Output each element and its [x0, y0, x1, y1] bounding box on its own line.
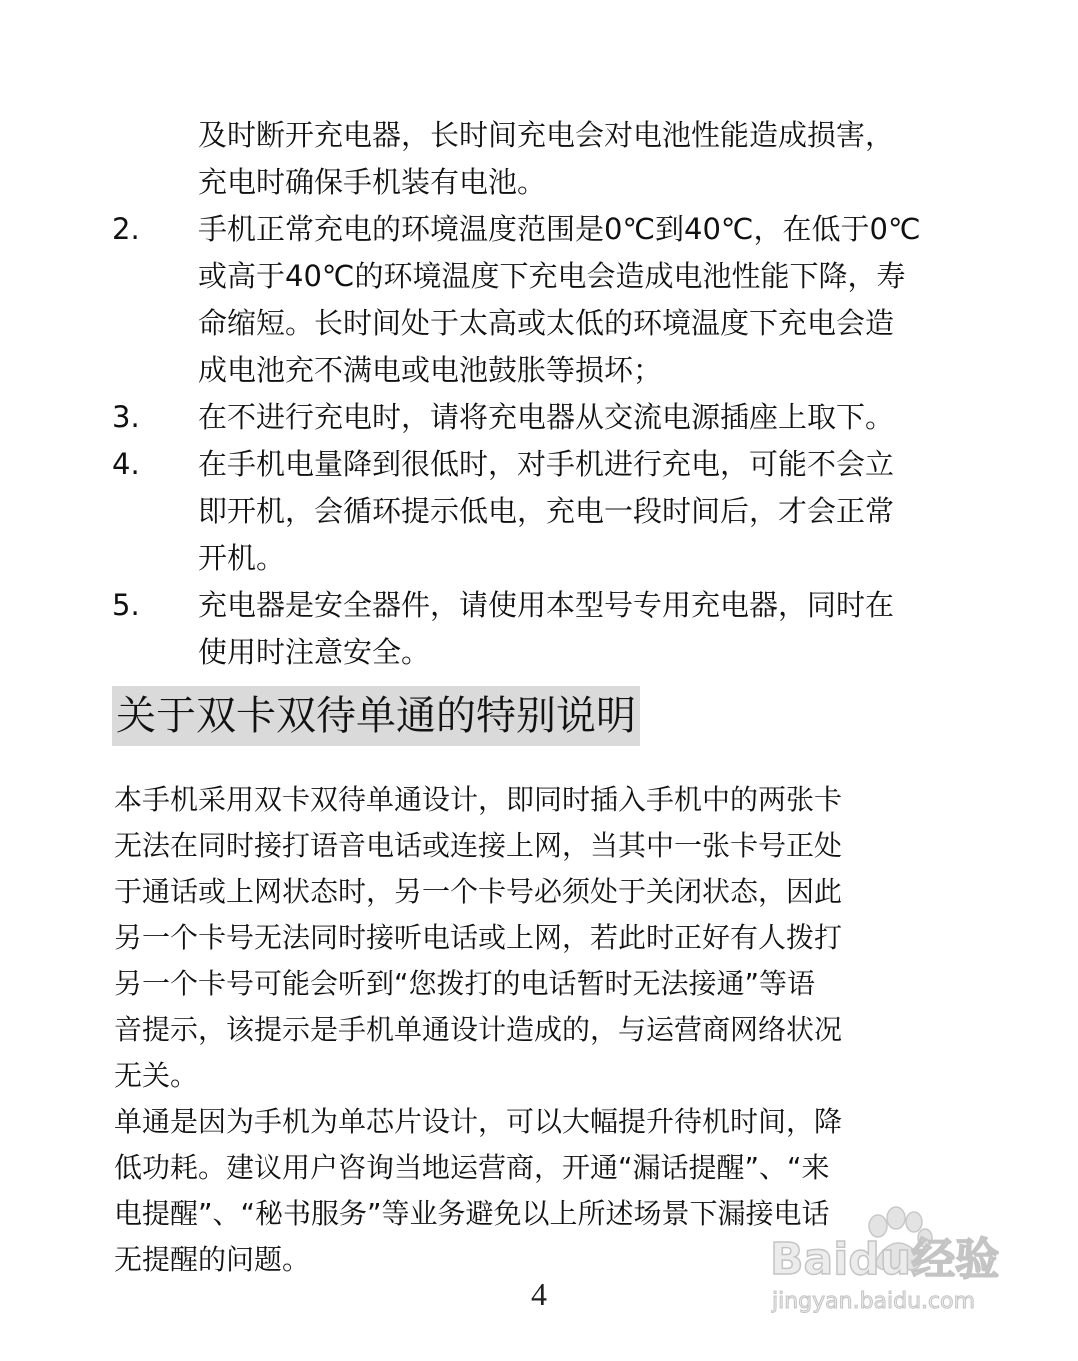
- baidu-jingyan-watermark: [760, 1196, 1020, 1321]
- list-line: [112, 394, 972, 441]
- list-text: 及时断开充电器，长时间充电会对电池性能造成损害，: [198, 118, 895, 152]
- list-number: 4.: [112, 447, 140, 481]
- list-line: [112, 159, 972, 206]
- list-text: 使用时注意安全。: [198, 635, 431, 669]
- body-line: 低功耗。建议用户咨询当地运营商，开通“漏话提醒”、“来: [114, 1151, 830, 1184]
- list-line: [112, 347, 972, 394]
- watermark-brand-text: Baidu经验: [770, 1234, 1000, 1285]
- body-line: 单通是因为手机为单芯片设计，可以大幅提升待机时间，降: [114, 1105, 843, 1138]
- list-line: [112, 488, 972, 535]
- list-text: 在不进行充电时，请将充电器从交流电源插座上取下。: [198, 400, 895, 434]
- body-line: 本手机采用双卡双待单通设计，即同时插入手机中的两张卡: [114, 783, 843, 816]
- watermark-url-text: jingyan.baidu.com: [772, 1289, 976, 1314]
- list-text: 成电池充不满电或电池鼓胀等损坏；: [198, 353, 663, 387]
- list-text: 即开机，会循环提示低电，充电一段时间后，才会正常: [198, 494, 895, 528]
- list-line: [112, 535, 972, 582]
- list-number: 2.: [112, 212, 140, 246]
- body-line: 无法在同时接打语音电话或连接上网，当其中一张卡号正处: [114, 829, 843, 862]
- body-line: 无关。: [114, 1059, 199, 1092]
- body-line: 另一个卡号可能会听到“您拨打的电话暂时无法接通”等语: [114, 967, 816, 1000]
- page-number: 4: [531, 1276, 547, 1312]
- list-number: 5.: [112, 588, 140, 622]
- list-text: 手机正常充电的环境温度范围是0℃到40℃，在低于0℃: [198, 212, 921, 246]
- body-line: 于通话或上网状态时，另一个卡号必须处于关闭状态，因此: [114, 875, 843, 908]
- body-line: 电提醒”、“秘书服务”等业务避免以上所述场景下漏接电话: [114, 1197, 830, 1230]
- list-line: [112, 206, 972, 253]
- charging-notes-list: [112, 112, 972, 676]
- list-line: [112, 441, 972, 488]
- list-text: 开机。: [198, 541, 286, 575]
- section-heading: 关于双卡双待单通的特别说明: [112, 686, 640, 746]
- body-line: 另一个卡号无法同时接听电话或上网，若此时正好有人拨打: [114, 921, 843, 954]
- body-line: 音提示，该提示是手机单通设计造成的，与运营商网络状况: [114, 1013, 843, 1046]
- list-line: [112, 112, 972, 159]
- list-line: [112, 629, 972, 676]
- list-text: 充电时确保手机装有电池。: [198, 165, 547, 199]
- list-text: 充电器是安全器件，请使用本型号专用充电器，同时在: [198, 588, 895, 622]
- body-line: 无提醒的问题。: [114, 1243, 311, 1276]
- list-text: 命缩短。长时间处于太高或太低的环境温度下充电会造: [198, 306, 895, 340]
- list-line: [112, 253, 972, 300]
- list-text: 在手机电量降到很低时，对手机进行充电，可能不会立: [198, 447, 895, 481]
- list-number: 3.: [112, 400, 140, 434]
- list-line: [112, 300, 972, 347]
- list-line: [112, 582, 972, 629]
- list-text: 或高于40℃的环境温度下充电会造成电池性能下降，寿: [198, 259, 906, 293]
